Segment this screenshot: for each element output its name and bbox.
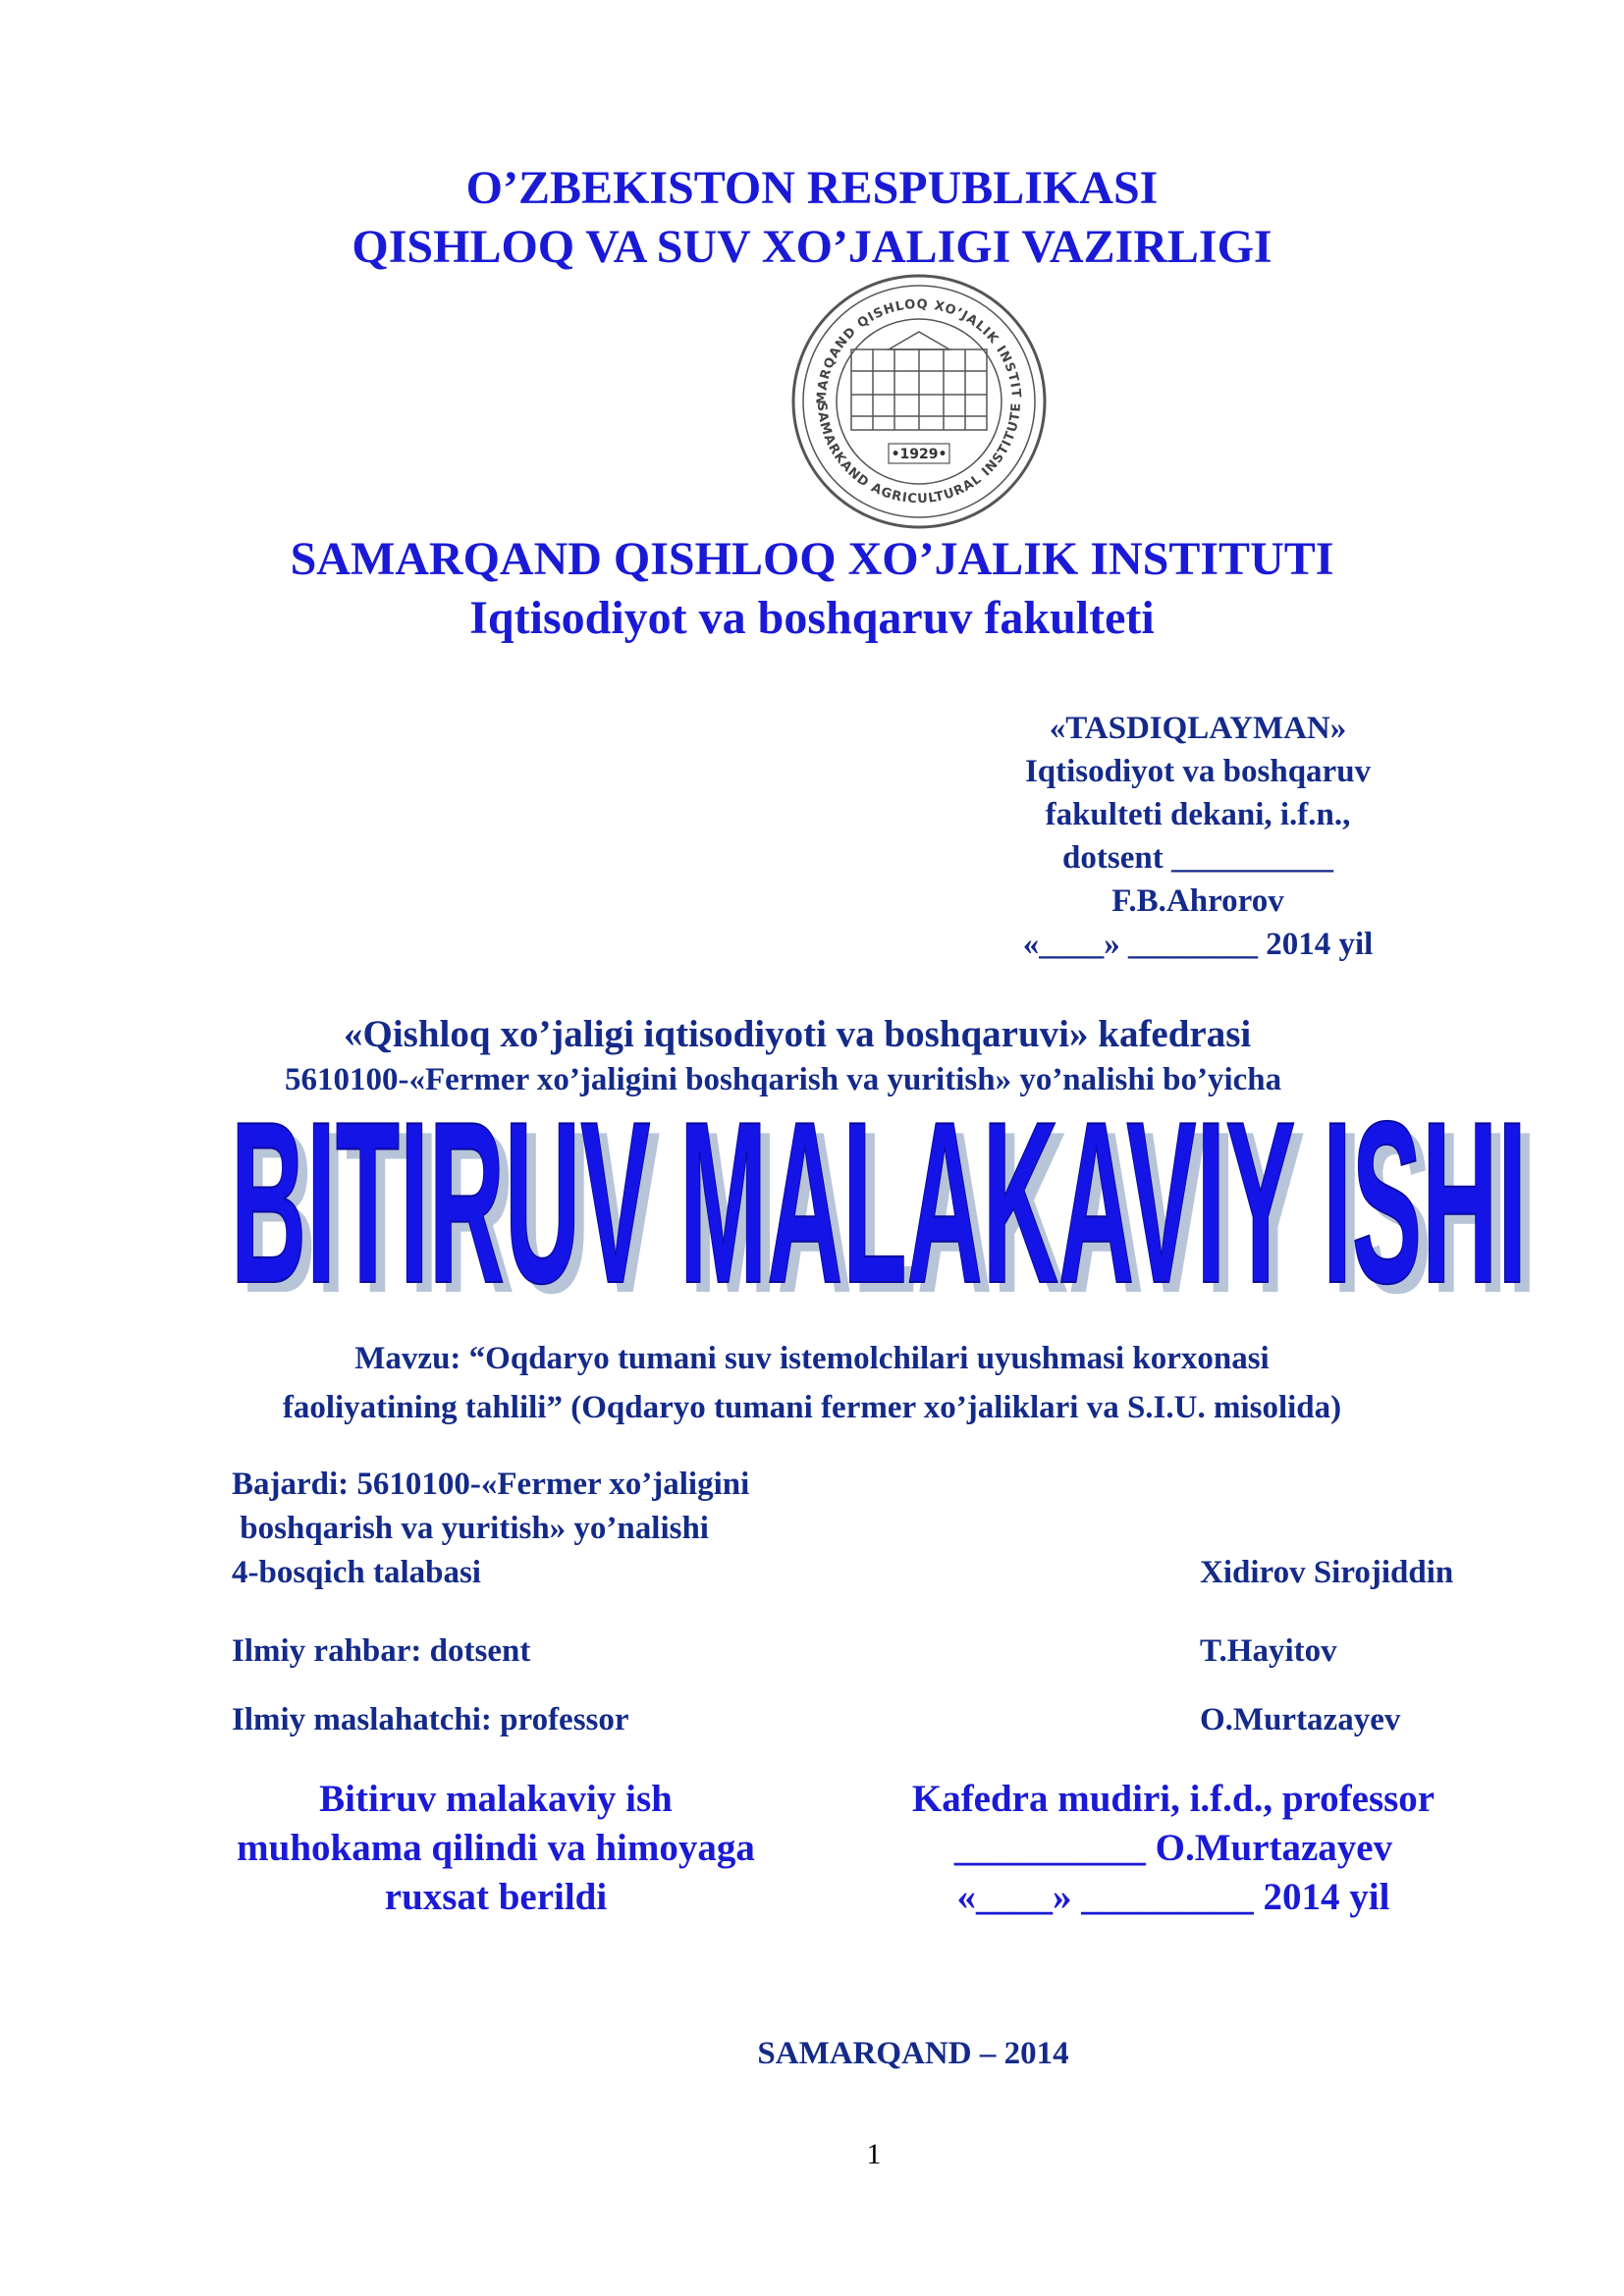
supervisor-label: Ilmiy rahbar: dotsent	[232, 1633, 531, 1669]
head-block	[835, 1775, 1512, 1922]
seal-ring-top: MARQAND QISHLOQ XO’JALIK INSTIT	[814, 296, 1024, 405]
ministry-line-1: O’ZBEKISTON RESPUBLIKASI	[465, 162, 1159, 214]
discussion-line-3: ruxsat berildi	[384, 1876, 608, 1918]
consultant-name: O.Murtazayev	[1200, 1702, 1401, 1737]
page-number: 1	[866, 2138, 882, 2170]
institute-name: SAMARQAND QISHLOQ XO’JALIK INSTITUTI	[290, 533, 1334, 585]
discussion-line-2: muhokama qilindi va himoyaga	[237, 1827, 755, 1869]
ministry-line-2: QISHLOQ VA SUV XO’JALIGI VAZIRLIGI	[352, 221, 1272, 273]
department-name: «Qishloq xo’jaligi iqtisodiyoti va boshqaruvi» kafedrasi	[344, 1013, 1252, 1055]
approval-date: «____» ________ 2014 yil	[1022, 927, 1374, 962]
direction-line: 5610100-«Fermer xo’jaligini boshqarish va yuritish» yo’nalishi bo’yicha	[285, 1062, 1282, 1097]
approval-signatory: F.B.Ahrorov	[1111, 883, 1284, 919]
work-title-shadow: BITIRUV MALAKAVIY ISHI	[241, 1088, 1537, 1308]
topic-line-2: faoliyatining tahlili” (Oqdaryo tumani fermer xo’jaliklari va S.I.U. misolida)	[282, 1390, 1342, 1425]
approval-line-1: Iqtisodiyot va boshqaruv	[1024, 754, 1372, 789]
supervisor-name: T.Hayitov	[1200, 1633, 1337, 1669]
discussion-block	[157, 1775, 835, 1922]
performer-line-1: Bajardi: 5610100-«Fermer xo’jaligini	[232, 1467, 750, 1502]
performer-name: Xidirov Sirojiddin	[1200, 1555, 1454, 1590]
head-line-2: __________ O.Murtazayev	[953, 1827, 1393, 1869]
seal-year: •1929•	[891, 447, 947, 462]
head-line-1: Kafedra mudiri, i.f.d., professor	[911, 1778, 1435, 1820]
approval-block	[1001, 707, 1394, 966]
consultant-label: Ilmiy maslahatchi: professor	[232, 1702, 629, 1737]
work-title	[231, 1088, 1546, 1308]
faculty-name: Iqtisodiyot va boshqaruv fakulteti	[469, 592, 1155, 644]
institute-seal	[790, 273, 1048, 530]
approval-title: «TASDIQLAYMAN»	[1049, 711, 1347, 746]
discussion-line-1: Bitiruv malakaviy ish	[319, 1778, 673, 1820]
approval-line-3: dotsent __________	[1062, 840, 1333, 876]
performer-block	[232, 1463, 749, 1595]
topic-line-1: Mavzu: “Oqdaryo tumani suv istemolchilari uyushmasi korxonasi	[354, 1341, 1270, 1376]
building-icon	[851, 332, 987, 430]
seal-ring-bottom: SAMARKAND AGRICULTURAL INSTITUTE	[813, 401, 1025, 507]
approval-line-2: fakulteti dekani, i.f.n.,	[1045, 797, 1351, 832]
head-date: «____» _________ 2014 yil	[956, 1876, 1390, 1918]
work-title-text: BITIRUV MALAKAVIY ISHI	[231, 1088, 1527, 1308]
performer-line-2: boshqarish va yuritish» yo’nalishi	[232, 1511, 709, 1546]
city-year: SAMARQAND – 2014	[757, 2036, 1069, 2071]
performer-line-3: 4-bosqich talabasi	[232, 1555, 481, 1590]
